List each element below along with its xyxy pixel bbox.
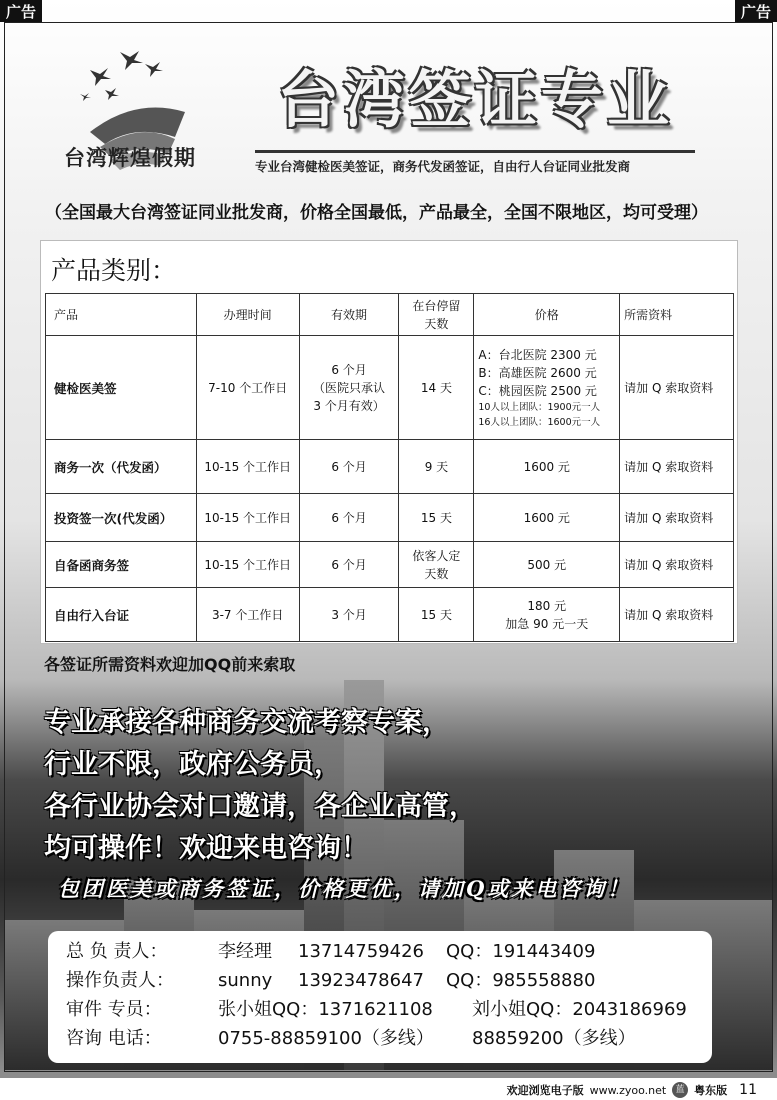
ad-tag-left: 广告 bbox=[0, 0, 42, 22]
column-header: 产品 bbox=[46, 294, 197, 336]
contact-phone: 0755-88859100（多线） bbox=[218, 1028, 434, 1049]
validity: 6 个月 bbox=[299, 542, 399, 588]
promo-line: 专业承接各种商务交流考察专案， bbox=[44, 707, 449, 738]
subtitle: 专业台湾健检医美签证，商务代发函签证，自由行人台证同业批发商 bbox=[255, 159, 631, 174]
page-number: 11 bbox=[739, 1082, 757, 1098]
contact-label: 操作负责人： bbox=[66, 970, 174, 991]
table-row bbox=[46, 440, 734, 494]
processing-time: 3-7 个工作日 bbox=[196, 588, 299, 642]
contact-name: sunny bbox=[218, 970, 273, 991]
column-header: 办理时间 bbox=[196, 294, 299, 336]
contact-row bbox=[66, 995, 694, 1024]
bird-icon bbox=[105, 88, 119, 100]
column-header: 价格 bbox=[474, 294, 620, 336]
table-row bbox=[46, 494, 734, 542]
promo-line: 均可操作！欢迎来电咨询！ bbox=[44, 833, 368, 864]
promo-line: 行业不限，政府公务员， bbox=[44, 749, 341, 780]
validity: 6 个月 （医院只承认 3 个月有效） bbox=[299, 336, 399, 440]
table-row bbox=[46, 588, 734, 642]
bird-icon bbox=[90, 68, 111, 86]
edition-name: 粤东版 bbox=[694, 1084, 728, 1097]
contact-qq: 刘小姐QQ：2043186969 bbox=[472, 999, 687, 1020]
table-header-row bbox=[46, 294, 734, 336]
table-row bbox=[46, 542, 734, 588]
footer-text: 欢迎浏览电子版 bbox=[506, 1084, 584, 1097]
promo-line: 各行业协会对口邀请，各企业高管， bbox=[44, 791, 476, 822]
stay-days: 15 天 bbox=[399, 494, 474, 542]
bird-icon bbox=[80, 93, 91, 101]
contact-phone: 13714759426 bbox=[298, 941, 424, 962]
column-header: 所需资料 bbox=[620, 294, 734, 336]
processing-time: 10-15 个工作日 bbox=[196, 494, 299, 542]
docs-note: 各签证所需资料欢迎加QQ前来索取 bbox=[44, 655, 296, 674]
page-footer bbox=[0, 1078, 777, 1100]
required-docs: 请加 Q 索取资料 bbox=[620, 440, 734, 494]
bird-icon bbox=[120, 51, 143, 70]
contact-qq: 张小姐QQ：1371621108 bbox=[218, 999, 433, 1020]
product-name: 商务一次（代发函） bbox=[46, 440, 197, 494]
price: 1600 元 bbox=[474, 440, 620, 494]
promo-text bbox=[44, 702, 604, 870]
table-row bbox=[46, 336, 734, 440]
stay-days: 15 天 bbox=[399, 588, 474, 642]
product-name: 自由行入台证 bbox=[46, 588, 197, 642]
contact-box bbox=[48, 931, 712, 1063]
column-header: 在台停留 天数 bbox=[399, 294, 474, 336]
processing-time: 7-10 个工作日 bbox=[196, 336, 299, 440]
required-docs: 请加 Q 索取资料 bbox=[620, 336, 734, 440]
contact-name: 李经理 bbox=[218, 941, 272, 962]
logo-text: 台湾辉煌假期 bbox=[64, 146, 196, 170]
required-docs: 请加 Q 索取资料 bbox=[620, 494, 734, 542]
title-divider bbox=[255, 150, 695, 153]
contact-label: 咨询 电话： bbox=[66, 1028, 162, 1049]
required-docs: 请加 Q 索取资料 bbox=[620, 542, 734, 588]
product-name: 健检医美签 bbox=[46, 336, 197, 440]
price: 1600 元 bbox=[474, 494, 620, 542]
slogan: （全国最大台湾签证同业批发商，价格全国最低，产品最全，全国不限地区，均可受理） bbox=[45, 203, 708, 223]
contact-qq: QQ：191443409 bbox=[446, 941, 596, 962]
stay-days: 依客人定 天数 bbox=[399, 542, 474, 588]
product-heading: 产品类别： bbox=[51, 256, 177, 285]
product-section bbox=[40, 240, 738, 644]
contact-row bbox=[66, 966, 694, 995]
price: A：台北医院 2300 元 B：高雄医院 2600 元 C：桃园医院 2500 元 10人以上团队：1900元一人 16人以上团队：1600元一人 bbox=[474, 336, 620, 440]
contact-label: 审件 专员： bbox=[66, 999, 162, 1020]
contact-row bbox=[66, 1024, 694, 1053]
call-to-action: 包团医美或商务签证，价格更优，请加Q或来电咨询！ bbox=[58, 876, 632, 901]
column-header: 有效期 bbox=[299, 294, 399, 336]
ad-tag-right: 广告 bbox=[735, 0, 777, 22]
processing-time: 10-15 个工作日 bbox=[196, 542, 299, 588]
footer-url[interactable]: www.zyoo.net bbox=[589, 1083, 667, 1097]
validity: 6 个月 bbox=[299, 440, 399, 494]
validity: 3 个月 bbox=[299, 588, 399, 642]
edition-emblem-icon: 蓝 bbox=[672, 1082, 688, 1098]
price: 180 元 加急 90 元一天 bbox=[474, 588, 620, 642]
stay-days: 9 天 bbox=[399, 440, 474, 494]
product-name: 投资签一次(代发函） bbox=[46, 494, 197, 542]
required-docs: 请加 Q 索取资料 bbox=[620, 588, 734, 642]
validity: 6 个月 bbox=[299, 494, 399, 542]
product-name: 自备函商务签 bbox=[46, 542, 197, 588]
bird-icon bbox=[145, 62, 163, 77]
main-title: 台湾签证专业 bbox=[276, 63, 673, 136]
product-table bbox=[45, 293, 734, 642]
contact-row bbox=[66, 937, 694, 966]
contact-label: 总 负 责人： bbox=[66, 941, 168, 962]
contact-qq: QQ：985558880 bbox=[446, 970, 596, 991]
price: 500 元 bbox=[474, 542, 620, 588]
stay-days: 14 天 bbox=[399, 336, 474, 440]
contact-phone: 88859200（多线） bbox=[472, 1028, 636, 1049]
contact-phone: 13923478647 bbox=[298, 970, 424, 991]
processing-time: 10-15 个工作日 bbox=[196, 440, 299, 494]
